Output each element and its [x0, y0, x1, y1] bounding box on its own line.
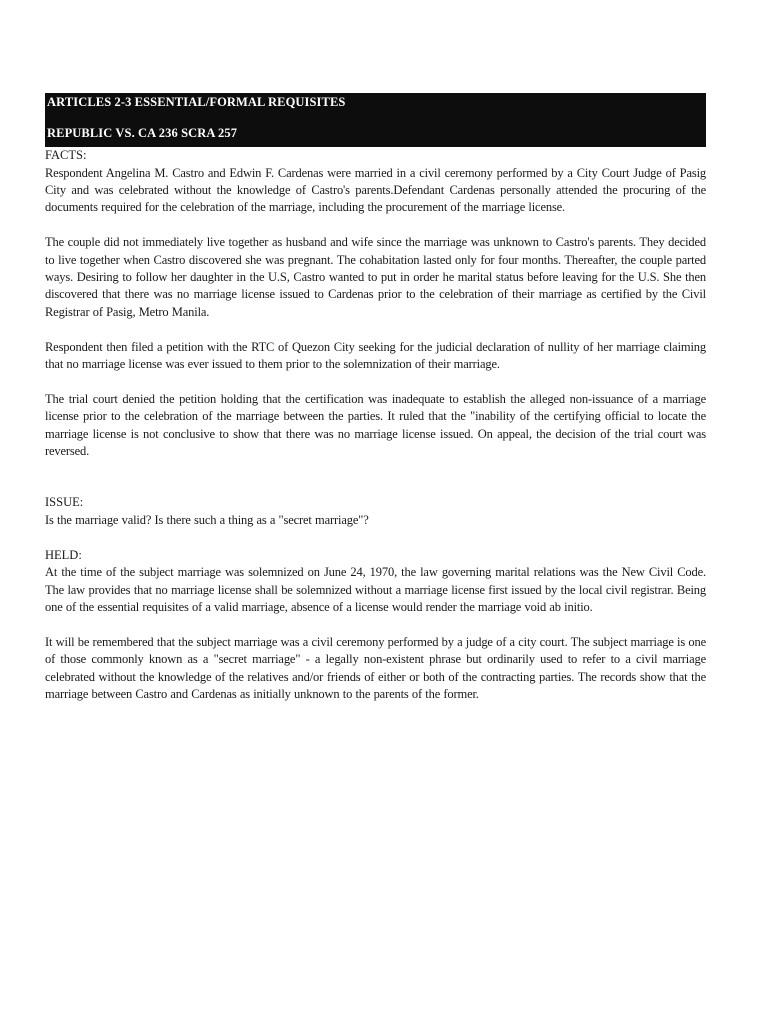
facts-paragraph: Respondent then filed a petition with the RTC of Quezon City seeking for the judicial declaration of nullity of her marriage claiming that no marriage license was ever issued to them prior to the solemnization of their marriage. [45, 339, 706, 371]
issue-label: ISSUE: [45, 495, 84, 510]
facts-label: FACTS: [45, 148, 87, 162]
issue-text: Is the marriage valid? Is there such a thing as a "secret marriage"? [45, 512, 369, 527]
document-page [45, 93, 706, 703]
facts-paragraph: The trial court denied the petition holding that the certification was inadequate to establish the alleged non-issuance of a marriage license prior to the celebration of the marriage between the parties. It ruled that the "inability of the certifying official to locate the marriage license is not conclusive to show that there was no marriage license issued. On appeal, the decision of the trial court was reversed. [45, 391, 706, 458]
held-label: HELD: [45, 547, 82, 562]
case-title: REPUBLIC VS. CA 236 SCRA 257 [47, 126, 238, 140]
held-paragraph: It will be remembered that the subject marriage was a civil ceremony performed by a judge of a city court. The subject marriage is one of those commonly known as a "secret marriage" - a legally non-existent phrase but ordinarily used to refer to a civil marriage celebrated without the knowledge of the relatives and/or friends of either or both of the contracting parties. The records show that the marriage between Castro and Cardenas as initially unknown to the parents of the former. [45, 634, 706, 701]
facts-paragraph: The couple did not immediately live together as husband and wife since the marriage was unknown to Castro's parents. They decided to live together when Castro discovered she was pregnant. The cohabitation lasted only for four months. Thereafter, the couple parted ways. Desiring to follow her daughter in the U.S, Castro wanted to put in order he marital status before leaving for the U.S. She then discovered that there was no marriage license issued to Cardenas prior to the celebration of their marriage as certified by the Civil Registrar of Pasig, Metro Manila. [45, 235, 706, 319]
facts-paragraph: Respondent Angelina M. Castro and Edwin F. Cardenas were married in a civil ceremony performed by a City Court Judge of Pasig City and was celebrated without the knowledge of Castro's parents.Defendant Cardenas personally attended the procuring of the documents required for the celebration of the marriage, including the procurement of the marriage license. [45, 165, 706, 215]
article-heading: ARTICLES 2-3 ESSENTIAL/FORMAL REQUISITES [47, 95, 346, 109]
case-header [45, 93, 706, 147]
held-paragraph: At the time of the subject marriage was solemnized on June 24, 1970, the law governing marital relations was the New Civil Code. The law provides that no marriage license shall be solemnized without a marriage license first issued by the local civil registrar. Being one of the essential requisites of a valid marriage, absence of a license would render the marriage void ab initio. [45, 565, 706, 614]
